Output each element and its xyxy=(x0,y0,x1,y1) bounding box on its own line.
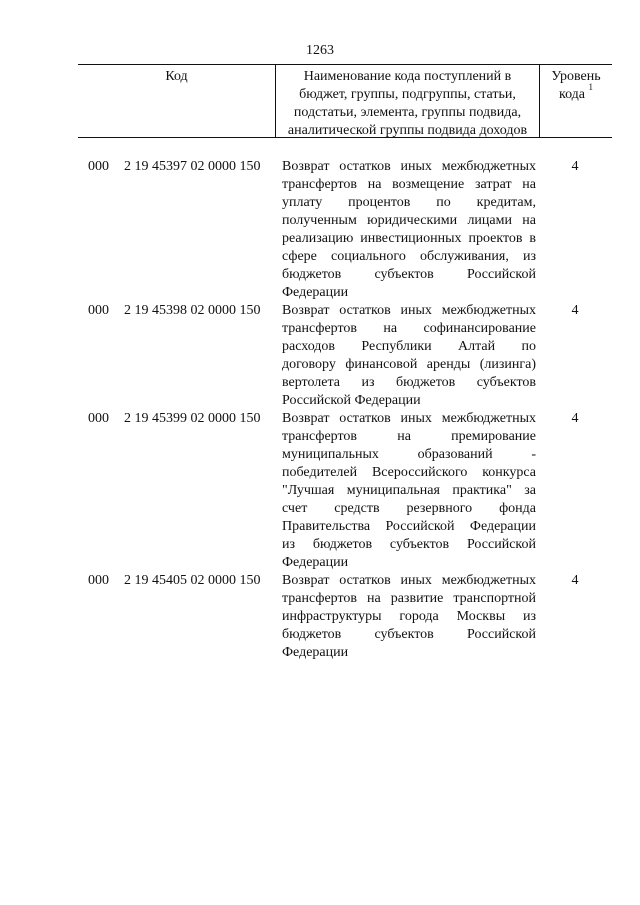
admin-code: 000 xyxy=(88,411,109,426)
description-line: победителей Всероссийского конкурса xyxy=(282,465,536,480)
description-line: муниципальных образований - xyxy=(282,447,536,462)
table-row xyxy=(0,410,640,572)
header-level-line: Уровень xyxy=(551,69,601,84)
table-row xyxy=(0,572,640,662)
footnote-marker: 1 xyxy=(588,82,594,93)
description-line: расходов Республики Алтай по xyxy=(282,339,536,354)
header-name-line: Наименование кода поступлений в xyxy=(303,69,512,84)
header-code-cell xyxy=(78,65,276,137)
header-level-word: кода xyxy=(558,87,586,102)
code-level: 4 xyxy=(571,159,579,174)
header-name-line: бюджет, группы, подгруппы, статьи, xyxy=(299,87,516,102)
admin-code: 000 xyxy=(88,303,109,318)
page-number: 1263 xyxy=(306,43,334,58)
description-line: трансфертов на софинансирование xyxy=(282,321,536,336)
description-line: Российской Федерации xyxy=(282,393,421,408)
description-line: Возврат остатков иных межбюджетных xyxy=(282,411,536,426)
description-line: "Лучшая муниципальная практика" за xyxy=(282,483,536,498)
header-name-line: подстатьи, элемента, группы подвида, xyxy=(293,105,522,120)
description-line: Возврат остатков иных межбюджетных xyxy=(282,303,536,318)
revenue-description xyxy=(282,158,536,302)
description-line: Правительства Российской Федерации xyxy=(282,519,536,534)
admin-code: 000 xyxy=(88,573,109,588)
description-line: договору финансовой аренды (лизинга) xyxy=(282,357,536,372)
description-line: уплату процентов по кредитам, xyxy=(282,195,536,210)
description-line: полученным юридическими лицами на xyxy=(282,213,536,228)
description-line: бюджетов субъектов Российской xyxy=(282,627,536,642)
description-line: Возврат остатков иных межбюджетных xyxy=(282,573,536,588)
code-level: 4 xyxy=(571,303,579,318)
code-level: 4 xyxy=(571,573,579,588)
header-level-label xyxy=(540,65,612,104)
description-line: инфраструктуры города Москвы из xyxy=(282,609,536,624)
revenue-code: 2 19 45397 02 0000 150 xyxy=(124,159,261,174)
description-line: трансфертов на премирование xyxy=(282,429,536,444)
header-name-cell xyxy=(276,65,540,137)
description-line: Федерации xyxy=(282,645,349,660)
header-code-label: Код xyxy=(165,69,188,84)
description-line: трансфертов на развитие транспортной xyxy=(282,591,536,606)
revenue-code: 2 19 45398 02 0000 150 xyxy=(124,303,261,318)
header-name-label xyxy=(276,65,539,140)
header-level-cell xyxy=(540,65,612,137)
description-line: Возврат остатков иных межбюджетных xyxy=(282,159,536,174)
revenue-description xyxy=(282,572,536,662)
description-line: счет средств резервного фонда xyxy=(282,501,536,516)
description-line: Федерации xyxy=(282,285,349,300)
table-body xyxy=(0,158,640,662)
description-line: бюджетов субъектов Российской xyxy=(282,267,536,282)
header-name-line: аналитической группы подвида доходов xyxy=(287,123,528,138)
revenue-code: 2 19 45405 02 0000 150 xyxy=(124,573,261,588)
code-level: 4 xyxy=(571,411,579,426)
description-line: Федерации xyxy=(282,555,349,570)
table-header xyxy=(78,64,612,138)
revenue-description xyxy=(282,302,536,410)
revenue-code: 2 19 45399 02 0000 150 xyxy=(124,411,261,426)
revenue-description xyxy=(282,410,536,572)
header-level-line xyxy=(540,82,612,104)
description-line: реализацию инвестиционных проектов в xyxy=(282,231,536,246)
description-line: сфере социального обслуживания, из xyxy=(282,249,536,264)
admin-code: 000 xyxy=(88,159,109,174)
table-row xyxy=(0,302,640,410)
description-line: трансфертов на возмещение затрат на xyxy=(282,177,536,192)
description-line: из бюджетов субъектов Российской xyxy=(282,537,536,552)
description-line: вертолета из бюджетов субъектов xyxy=(282,375,536,390)
table-row xyxy=(0,158,640,302)
